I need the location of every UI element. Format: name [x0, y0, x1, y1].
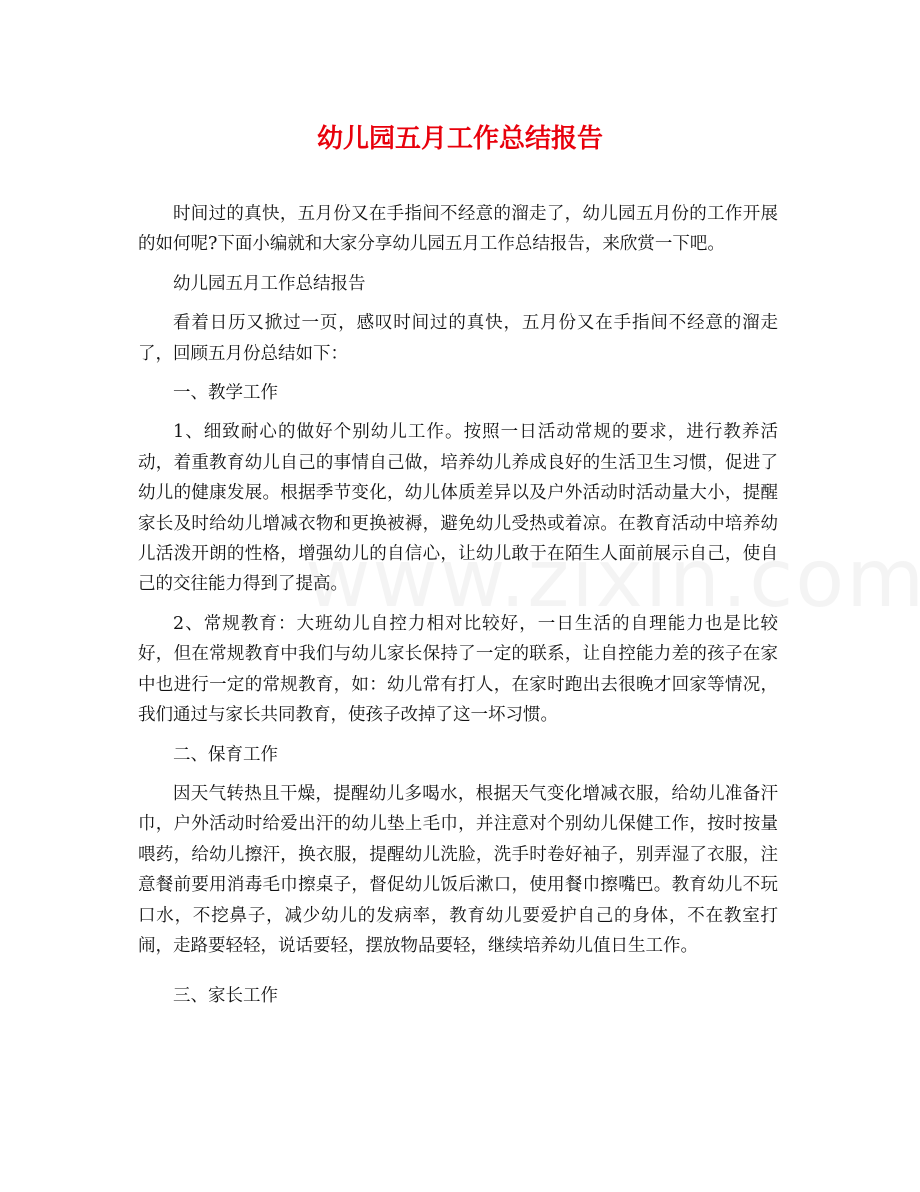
section-heading-care: 二、保育工作 [173, 744, 278, 765]
teaching-item-1: 1、细致耐心的做好个别幼儿工作。按照一日活动常规的要求，进行教养活动，着重教育幼儿自己的事情自己做，培养幼儿养成良好的生活卫生习惯，促进了幼儿的健康发展。根据季节变化，幼儿体质差异以及户外活动时活动量大小，提醒家长及时给幼儿增减衣物和更换被褥，避免幼儿受热或着凉。在教育活动中培养幼儿活泼开朗的性格，增强幼儿的自信心，让幼儿敢于在陌生人面前展示自己，使自己的交往能力得到了提高。 [138, 422, 778, 595]
section-heading-teaching: 一、教学工作 [173, 383, 278, 404]
opening-paragraph: 看着日历又掀过一页，感叹时间过的真快，五月份又在手指间不经意的溜走了，回顾五月份总结如下： [138, 313, 778, 364]
section-heading-parents: 三、家长工作 [173, 986, 278, 1007]
intro-paragraph: 时间过的真快，五月份又在手指间不经意的溜走了，幼儿园五月份的工作开展的如何呢?下面小编就和大家分享幼儿园五月工作总结报告，来欣赏一下吧。 [138, 204, 778, 255]
document-title: 幼儿园五月工作总结报告 [316, 124, 603, 154]
document-body [138, 199, 778, 1021]
subtitle-paragraph: 幼儿园五月工作总结报告 [173, 273, 366, 294]
care-paragraph: 因天气转热且干燥，提醒幼儿多喝水，根据天气变化增减衣服，给幼儿准备汗巾，户外活动时给爱出汗的幼儿垫上毛巾，并注意对个别幼儿保健工作，按时按量喂药，给幼儿擦汗，换衣服，提醒幼儿洗脸，洗手时卷好袖子，别弄湿了衣服，注意餐前要用消毒毛巾擦桌子，督促幼儿饭后漱口，使用餐巾擦嘴巴。教育幼儿不玩口水，不挖鼻子，减少幼儿的发病率，教育幼儿要爱护自己的身体，不在教室打闹，走路要轻轻，说话要轻，摆放物品要轻，继续培养幼儿值日生工作。 [138, 783, 778, 956]
teaching-item-2: 2、常规教育：大班幼儿自控力相对比较好，一日生活的自理能力也是比较好，但在常规教育中我们与幼儿家长保持了一定的联系，让自控能力差的孩子在家中也进行一定的常规教育，如：幼儿常有打人，在家时跑出去很晚才回家等情况，我们通过与家长共同教育，使孩子改掉了这一坏习惯。 [138, 613, 778, 726]
